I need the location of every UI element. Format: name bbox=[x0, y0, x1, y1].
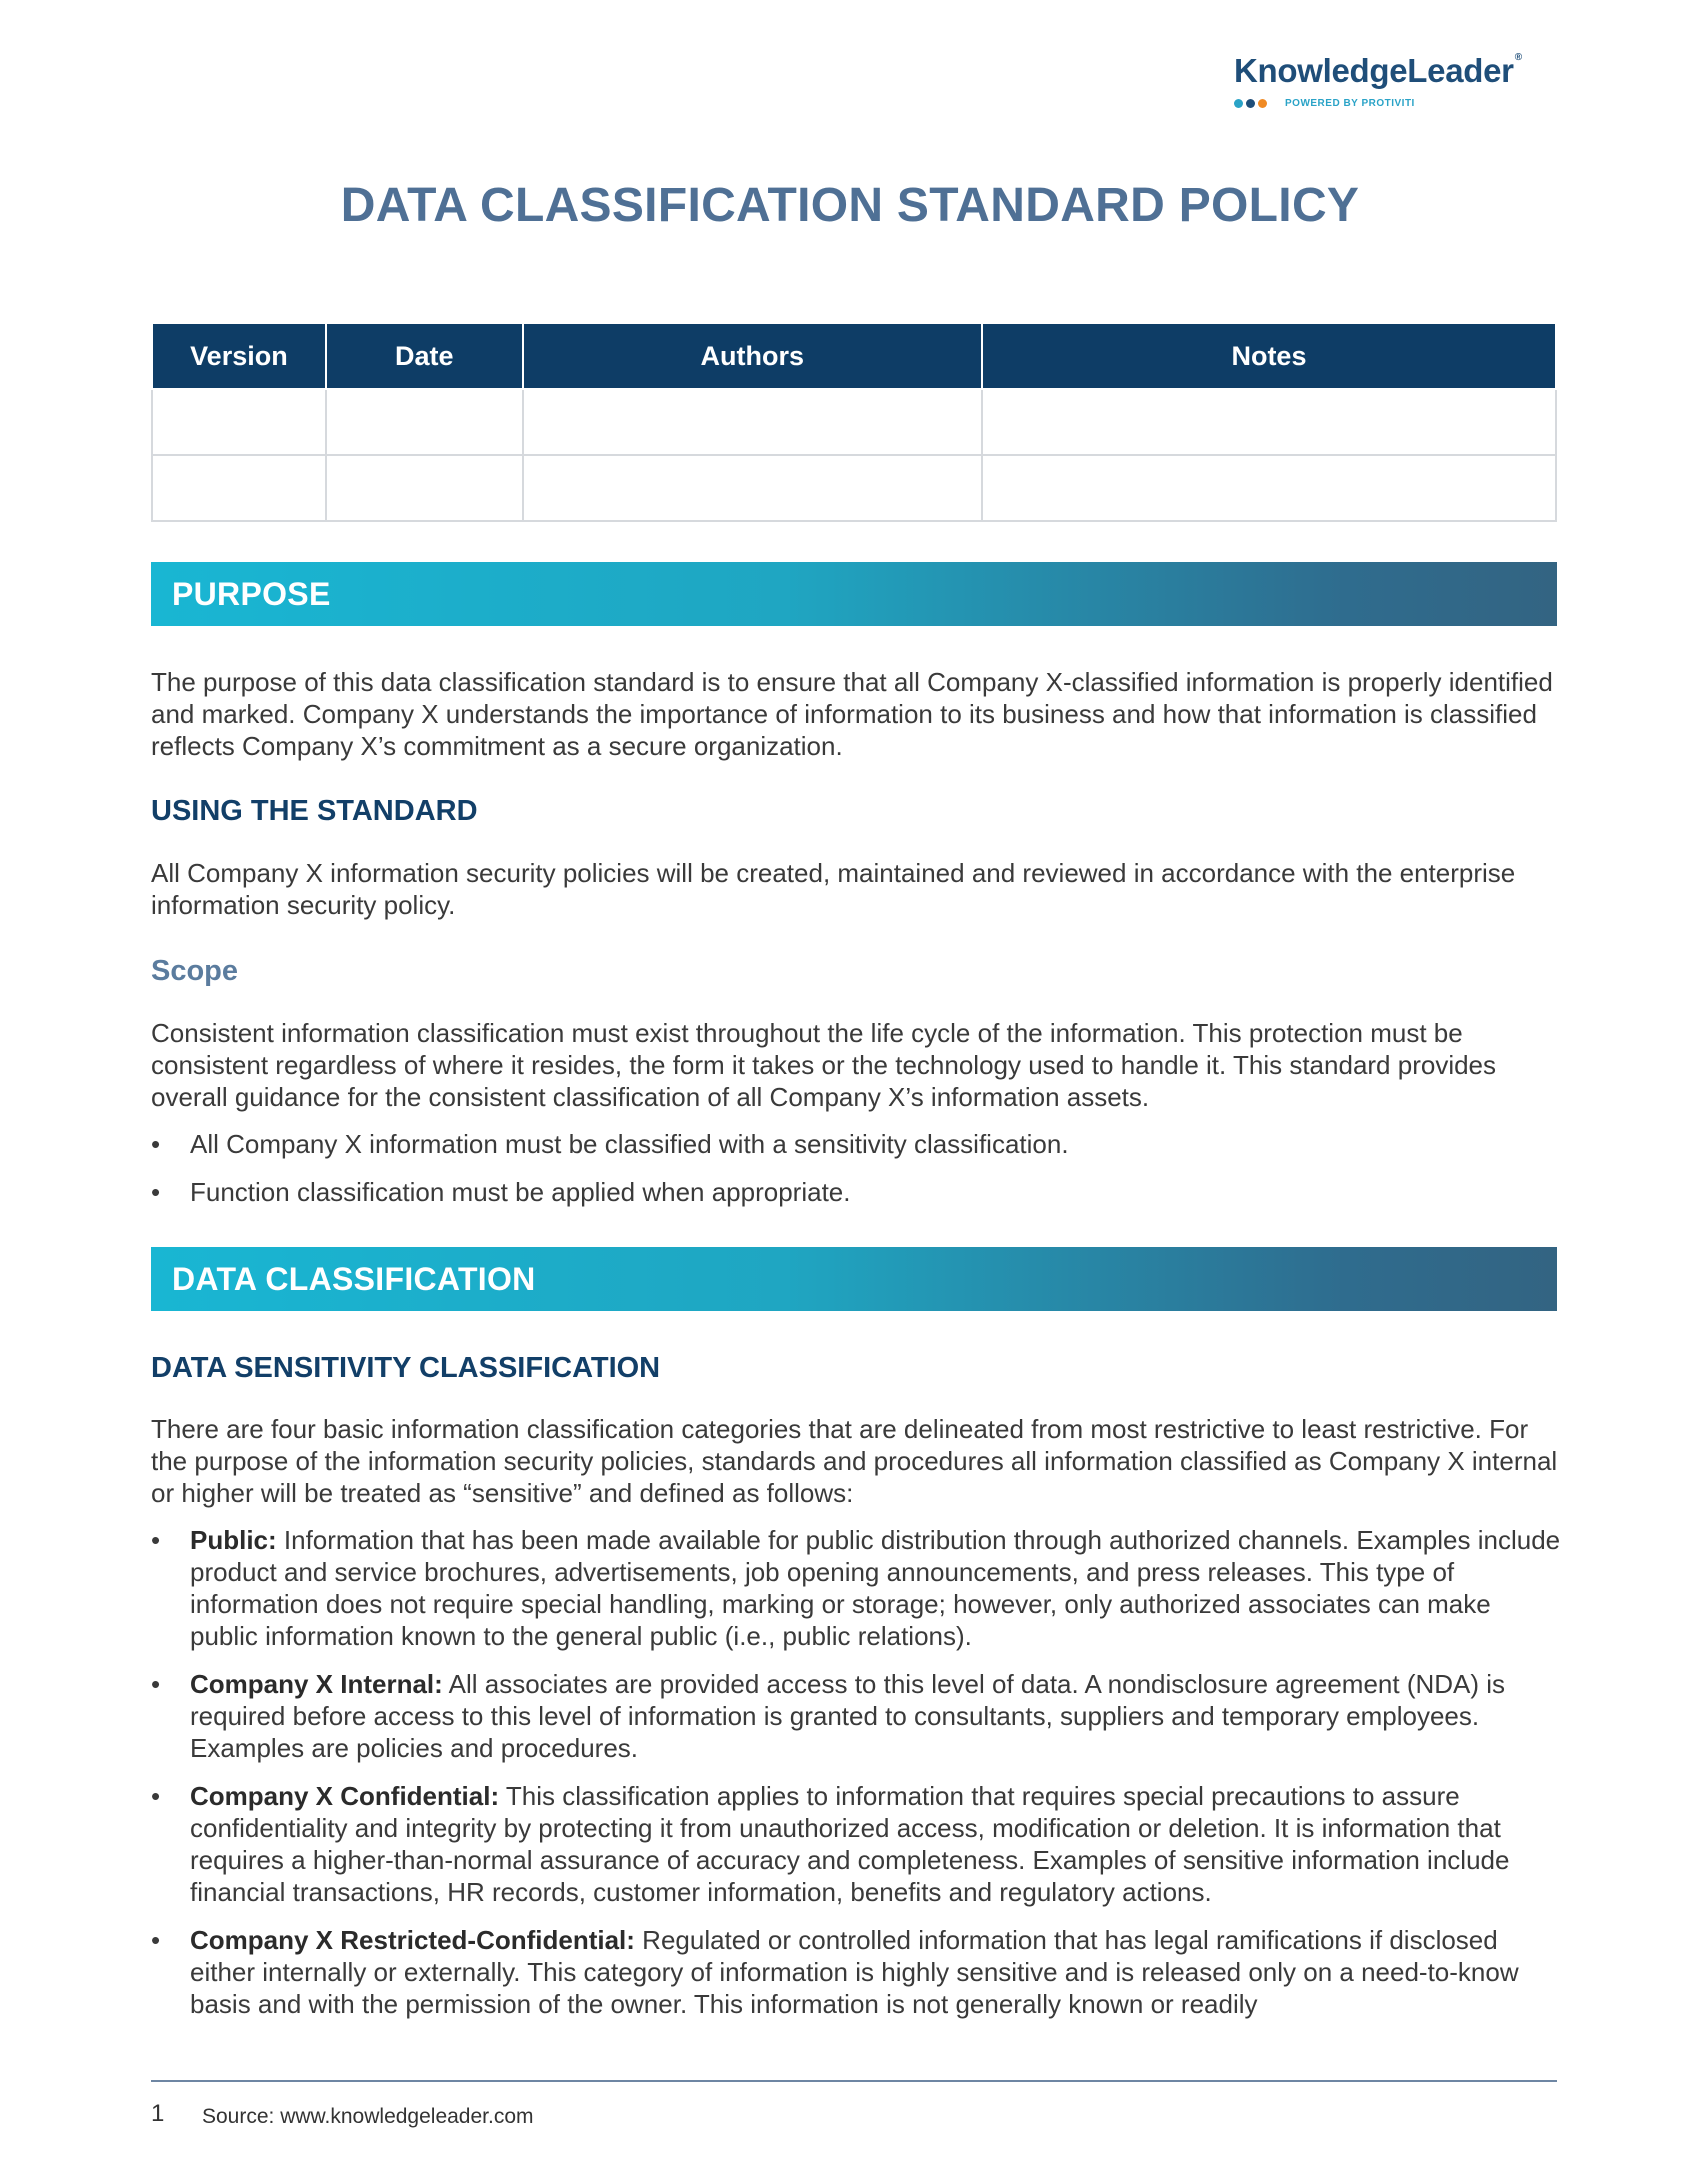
table-cell[interactable] bbox=[152, 455, 326, 521]
logo-dot-3 bbox=[1258, 99, 1267, 108]
header-version: Version bbox=[152, 323, 326, 389]
scope-bullet-list bbox=[151, 1128, 1561, 1208]
list-item bbox=[151, 1128, 1561, 1160]
footer-source: Source: www.knowledgeleader.com bbox=[202, 2105, 534, 2128]
table-cell[interactable] bbox=[326, 455, 523, 521]
list-item bbox=[151, 1924, 1561, 2020]
header-authors: Authors bbox=[523, 323, 982, 389]
table-row bbox=[152, 389, 1556, 455]
section-heading-data-classification: DATA CLASSIFICATION bbox=[172, 1261, 536, 1297]
bullet-icon: • bbox=[151, 1129, 161, 1159]
bullet-icon: • bbox=[151, 1925, 161, 1955]
header-date: Date bbox=[326, 323, 523, 389]
footer-divider bbox=[151, 2080, 1557, 2082]
section-banner-purpose bbox=[151, 562, 1557, 626]
sensitivity-paragraph: There are four basic information classification categories that are delineated from most restrictive to least restrictive. For the purpose of the information security policies, standards and procedures all information classified as Company X internal or higher will be treated as “sensitive” and defined as follows: bbox=[151, 1414, 1558, 1508]
registered-mark: ® bbox=[1514, 52, 1522, 63]
classification-term: Company X Restricted-Confidential: bbox=[190, 1925, 635, 1955]
bullet-icon: • bbox=[151, 1177, 161, 1207]
scope-paragraph: Consistent information classification must exist throughout the life cycle of the information. This protection must be consistent regardless of where it resides, the form it takes or the technology used to handle it. This standard provides overall guidance for the consistent classification of all Company X’s information assets. bbox=[151, 1018, 1497, 1112]
logo-dot-2 bbox=[1246, 99, 1255, 108]
table-cell[interactable] bbox=[982, 455, 1556, 521]
logo-dots-icon bbox=[1234, 99, 1267, 108]
list-item bbox=[151, 1524, 1561, 1652]
table-cell[interactable] bbox=[152, 389, 326, 455]
table-row bbox=[152, 455, 1556, 521]
page-number: 1 bbox=[151, 2100, 165, 2127]
classification-description: All associates are provided access to this level of data. A nondisclosure agreement (NDA) is required before access to this level of information is granted to consultants, suppliers and temporary employees. Examples are policies and procedures. bbox=[190, 1669, 1506, 1763]
table-cell[interactable] bbox=[523, 389, 982, 455]
table-cell[interactable] bbox=[523, 455, 982, 521]
section-banner-data-classification bbox=[151, 1247, 1557, 1311]
list-item bbox=[151, 1780, 1561, 1908]
bullet-icon: • bbox=[151, 1525, 161, 1555]
using-standard-paragraph: All Company X information security policies will be created, maintained and reviewed in accordance with the enterprise information security policy. bbox=[151, 858, 1516, 920]
header-notes: Notes bbox=[982, 323, 1556, 389]
classification-description: Regulated or controlled information that has legal ramifications if disclosed either internally or externally. This category of information is highly sensitive and is released only on a need-to-know basis and with the permission of the owner. This information is not generally known or readily bbox=[190, 1925, 1519, 2019]
heading-using-the-standard: USING THE STANDARD bbox=[151, 795, 478, 827]
logo-name: KnowledgeLeader bbox=[1234, 52, 1514, 89]
scope-bullet-text: All Company X information must be classified with a sensitivity classification. bbox=[190, 1129, 1069, 1159]
table-cell[interactable] bbox=[326, 389, 523, 455]
classification-term: Company X Confidential: bbox=[190, 1781, 500, 1811]
classification-term: Company X Internal: bbox=[190, 1669, 443, 1699]
bullet-icon: • bbox=[151, 1669, 161, 1699]
logo-wordmark bbox=[1234, 52, 1564, 90]
knowledgeleader-logo bbox=[1234, 52, 1564, 109]
list-item bbox=[151, 1668, 1561, 1764]
version-table-header-row bbox=[152, 323, 1556, 389]
purpose-paragraph: The purpose of this data classification standard is to ensure that all Company X-classified information is properly identified and marked. Company X understands the importance of information to its business and how that information is classified reflects Company X’s commitment as a secure organization. bbox=[151, 667, 1553, 761]
classification-description: Information that has been made available for public distribution through authorized channels. Examples include product and service brochures, advertisements, job opening announcements, and press releases. This type of information does not require special handling, marking or storage; however, only authorized associates can make public information known to the general public (i.e., public relations). bbox=[190, 1525, 1561, 1651]
version-table bbox=[151, 322, 1557, 522]
heading-data-sensitivity-classification: DATA SENSITIVITY CLASSIFICATION bbox=[151, 1352, 661, 1384]
classification-term: Public: bbox=[190, 1525, 277, 1555]
logo-tagline: POWERED BY PROTIVITI bbox=[1285, 98, 1415, 109]
classification-description: This classification applies to information that requires special precautions to assure confidentiality and integrity by protecting it from unauthorized access, modification or deletion. It is information that requires a higher-than-normal assurance of accuracy and completeness. Examples of sensitive information include financial transactions, HR records, customer information, benefits and regulatory actions. bbox=[190, 1781, 1510, 1907]
logo-subline bbox=[1234, 98, 1564, 109]
list-item bbox=[151, 1176, 1561, 1208]
section-heading-purpose: PURPOSE bbox=[172, 576, 331, 612]
document-title: DATA CLASSIFICATION STANDARD POLICY bbox=[340, 179, 1360, 232]
scope-bullet-text: Function classification must be applied when appropriate. bbox=[190, 1177, 851, 1207]
classification-list bbox=[151, 1524, 1561, 2020]
logo-dot-1 bbox=[1234, 99, 1243, 108]
heading-scope: Scope bbox=[151, 955, 239, 987]
bullet-icon: • bbox=[151, 1781, 161, 1811]
table-cell[interactable] bbox=[982, 389, 1556, 455]
